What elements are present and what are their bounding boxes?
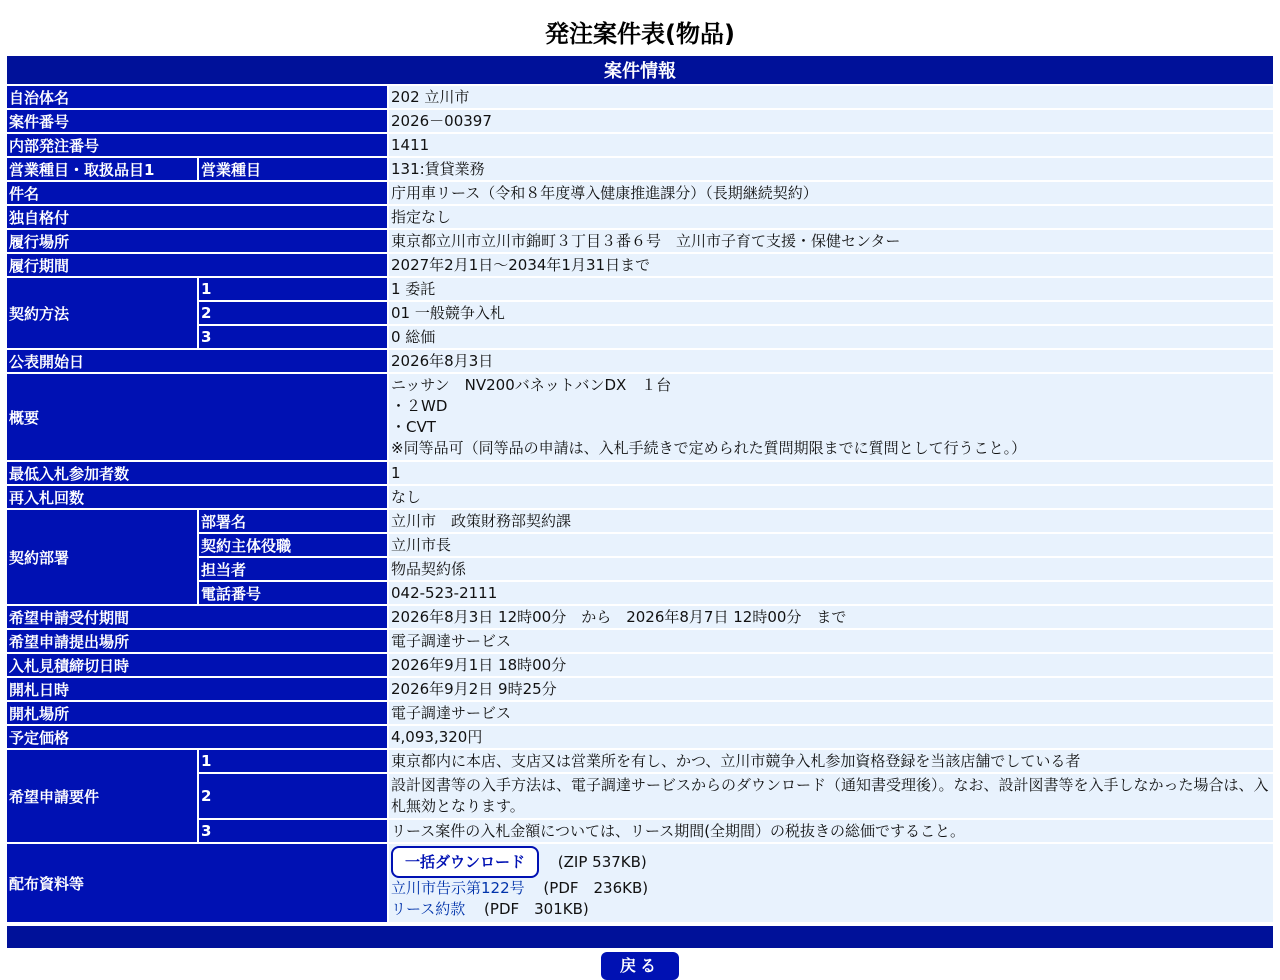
row-keiyaku-hoho-1: [7, 278, 1273, 300]
row-gaiyo: [7, 374, 1273, 460]
label-keiyaku-hoho: 契約方法: [7, 278, 197, 348]
bukyoku-value: 物品契約係: [387, 558, 1273, 580]
gaiyo-line: ニッサン NV200バネットバンDX １台: [391, 376, 672, 394]
label-kenmei: 件名: [7, 182, 387, 204]
row-saitei: [7, 462, 1273, 484]
value-kaisatsu-nichiji: 2026年9月2日 9時25分: [387, 678, 1273, 700]
file-link-yakkan[interactable]: リース約款: [391, 900, 466, 918]
value-kibo-kikan: 2026年8月3日 12時00分 から 2026年8月7日 12時00分 まで: [387, 606, 1273, 628]
value-basho: 東京都立川市立川市錦町３丁目３番６号 立川市子育て支援・保健センター: [387, 230, 1273, 252]
row-jichitai: [7, 86, 1273, 108]
label-basho: 履行場所: [7, 230, 387, 252]
row-kaisatsu-nichiji: [7, 678, 1273, 700]
value-kibo-basho: 電子調達サービス: [387, 630, 1273, 652]
keiyaku-hoho-no: 2: [197, 302, 387, 324]
label-haifu: 配布資料等: [7, 844, 387, 922]
keiyaku-hoho-value: 1 委託: [387, 278, 1273, 300]
label-shimekiri: 入札見積締切日時: [7, 654, 387, 676]
label-yotei: 予定価格: [7, 726, 387, 748]
value-sainyu: なし: [387, 486, 1273, 508]
label-anken-bango: 案件番号: [7, 110, 387, 132]
row-keiyaku-hoho-3: [7, 326, 1273, 348]
yoken-value: 設計図書等の入手方法は、電子調達サービスからのダウンロード（通知書受理後）。なお、設計図書等を入手しなかった場合は、入札無効となります。: [387, 774, 1273, 818]
value-eigyo: 131:賃貸業務: [387, 158, 1273, 180]
sublabel-eigyo: 営業種目: [197, 158, 387, 180]
bukyoku-sublabel: 契約主体役職: [197, 534, 387, 556]
row-bukyoku-3: [7, 558, 1273, 580]
row-yoken-1: [7, 750, 1273, 772]
row-eigyo: [7, 158, 1273, 180]
row-keiyaku-hoho-2: [7, 302, 1273, 324]
row-yoken-2: [7, 774, 1273, 818]
value-saitei: 1: [387, 462, 1273, 484]
bukyoku-sublabel: 担当者: [197, 558, 387, 580]
row-kaisatsu-basho: [7, 702, 1273, 724]
gaiyo-line: ※同等品可（同等品の申請は、入札手続きで定められた質問期限までに質問として行うこと。）: [391, 439, 1027, 457]
value-kenmei: 庁用車リース（令和８年度導入健康推進課分）（長期継続契約）: [387, 182, 1273, 204]
row-anken-bango: [7, 110, 1273, 132]
row-sainyu: [7, 486, 1273, 508]
yoken-value: リース案件の入札金額については、リース期間(全期間）の税抜きの総価ですること。: [387, 820, 1273, 842]
label-eigyo: 営業種目・取扱品目1: [7, 158, 197, 180]
label-yoken: 希望申請要件: [7, 750, 197, 842]
row-basho: [7, 230, 1273, 252]
page-title: 発注案件表(物品): [545, 20, 735, 48]
label-gaiyo: 概要: [7, 374, 387, 460]
label-dokuji: 独自格付: [7, 206, 387, 228]
value-naibu: 1411: [387, 134, 1273, 156]
label-kaisatsu-nichiji: 開札日時: [7, 678, 387, 700]
bukyoku-sublabel: 部署名: [197, 510, 387, 532]
file-link-kokuji[interactable]: 立川市告示第122号: [391, 879, 525, 897]
label-bukyoku: 契約部署: [7, 510, 197, 604]
value-yotei: 4,093,320円: [387, 726, 1273, 748]
value-shimekiri: 2026年9月1日 18時00分: [387, 654, 1273, 676]
bukyoku-value: 立川市長: [387, 534, 1273, 556]
label-jichitai: 自治体名: [7, 86, 387, 108]
keiyaku-hoho-no: 3: [197, 326, 387, 348]
row-bukyoku-2: [7, 534, 1273, 556]
bulk-download-info: (ZIP 537KB): [557, 853, 647, 871]
label-kaisatsu-basho: 開札場所: [7, 702, 387, 724]
keiyaku-hoho-value: 0 総価: [387, 326, 1273, 348]
row-naibu: [7, 134, 1273, 156]
bukyoku-value: 042-523-2111: [387, 582, 1273, 604]
label-kibo-kikan: 希望申請受付期間: [7, 606, 387, 628]
bukyoku-value: 立川市 政策財務部契約課: [387, 510, 1273, 532]
gaiyo-line: ・CVT: [391, 418, 436, 436]
label-kohyo: 公表開始日: [7, 350, 387, 372]
keiyaku-hoho-value: 01 一般競争入札: [387, 302, 1273, 324]
value-dokuji: 指定なし: [387, 206, 1273, 228]
label-kikan: 履行期間: [7, 254, 387, 276]
back-button[interactable]: 戻る: [601, 952, 679, 980]
row-bukyoku-4: [7, 582, 1273, 604]
row-kibo-kikan: [7, 606, 1273, 628]
label-naibu: 内部発注番号: [7, 134, 387, 156]
case-info-table: [7, 54, 1273, 924]
file-info: (PDF 236KB): [543, 879, 649, 897]
label-saitei: 最低入札参加者数: [7, 462, 387, 484]
row-kibo-basho: [7, 630, 1273, 652]
yoken-no: 3: [197, 820, 387, 842]
value-kikan: 2027年2月1日～2034年1月31日まで: [387, 254, 1273, 276]
row-kenmei: [7, 182, 1273, 204]
value-haifu: [387, 844, 1273, 922]
yoken-no: 2: [197, 774, 387, 818]
label-sainyu: 再入札回数: [7, 486, 387, 508]
value-gaiyo: [387, 374, 1273, 460]
yoken-no: 1: [197, 750, 387, 772]
file-info: (PDF 301KB): [484, 900, 589, 918]
gaiyo-line: ・２WD: [391, 397, 448, 415]
row-bukyoku-1: [7, 510, 1273, 532]
row-kohyo: [7, 350, 1273, 372]
value-kohyo: 2026年8月3日: [387, 350, 1273, 372]
row-kikan: [7, 254, 1273, 276]
section-header: 案件情報: [7, 56, 1273, 84]
row-yotei: [7, 726, 1273, 748]
value-anken-bango: 2026－00397: [387, 110, 1273, 132]
footer-bar: [7, 926, 1273, 948]
row-haifu: [7, 844, 1273, 922]
yoken-value: 東京都内に本店、支店又は営業所を有し、かつ、立川市競争入札参加資格登録を当該店舗でしている者: [387, 750, 1273, 772]
row-shimekiri: [7, 654, 1273, 676]
value-kaisatsu-basho: 電子調達サービス: [387, 702, 1273, 724]
row-yoken-3: [7, 820, 1273, 842]
value-jichitai: 202 立川市: [387, 86, 1273, 108]
bulk-download-button[interactable]: 一括ダウンロード: [391, 846, 539, 878]
label-kibo-basho: 希望申請提出場所: [7, 630, 387, 652]
keiyaku-hoho-no: 1: [197, 278, 387, 300]
row-dokuji: [7, 206, 1273, 228]
bukyoku-sublabel: 電話番号: [197, 582, 387, 604]
